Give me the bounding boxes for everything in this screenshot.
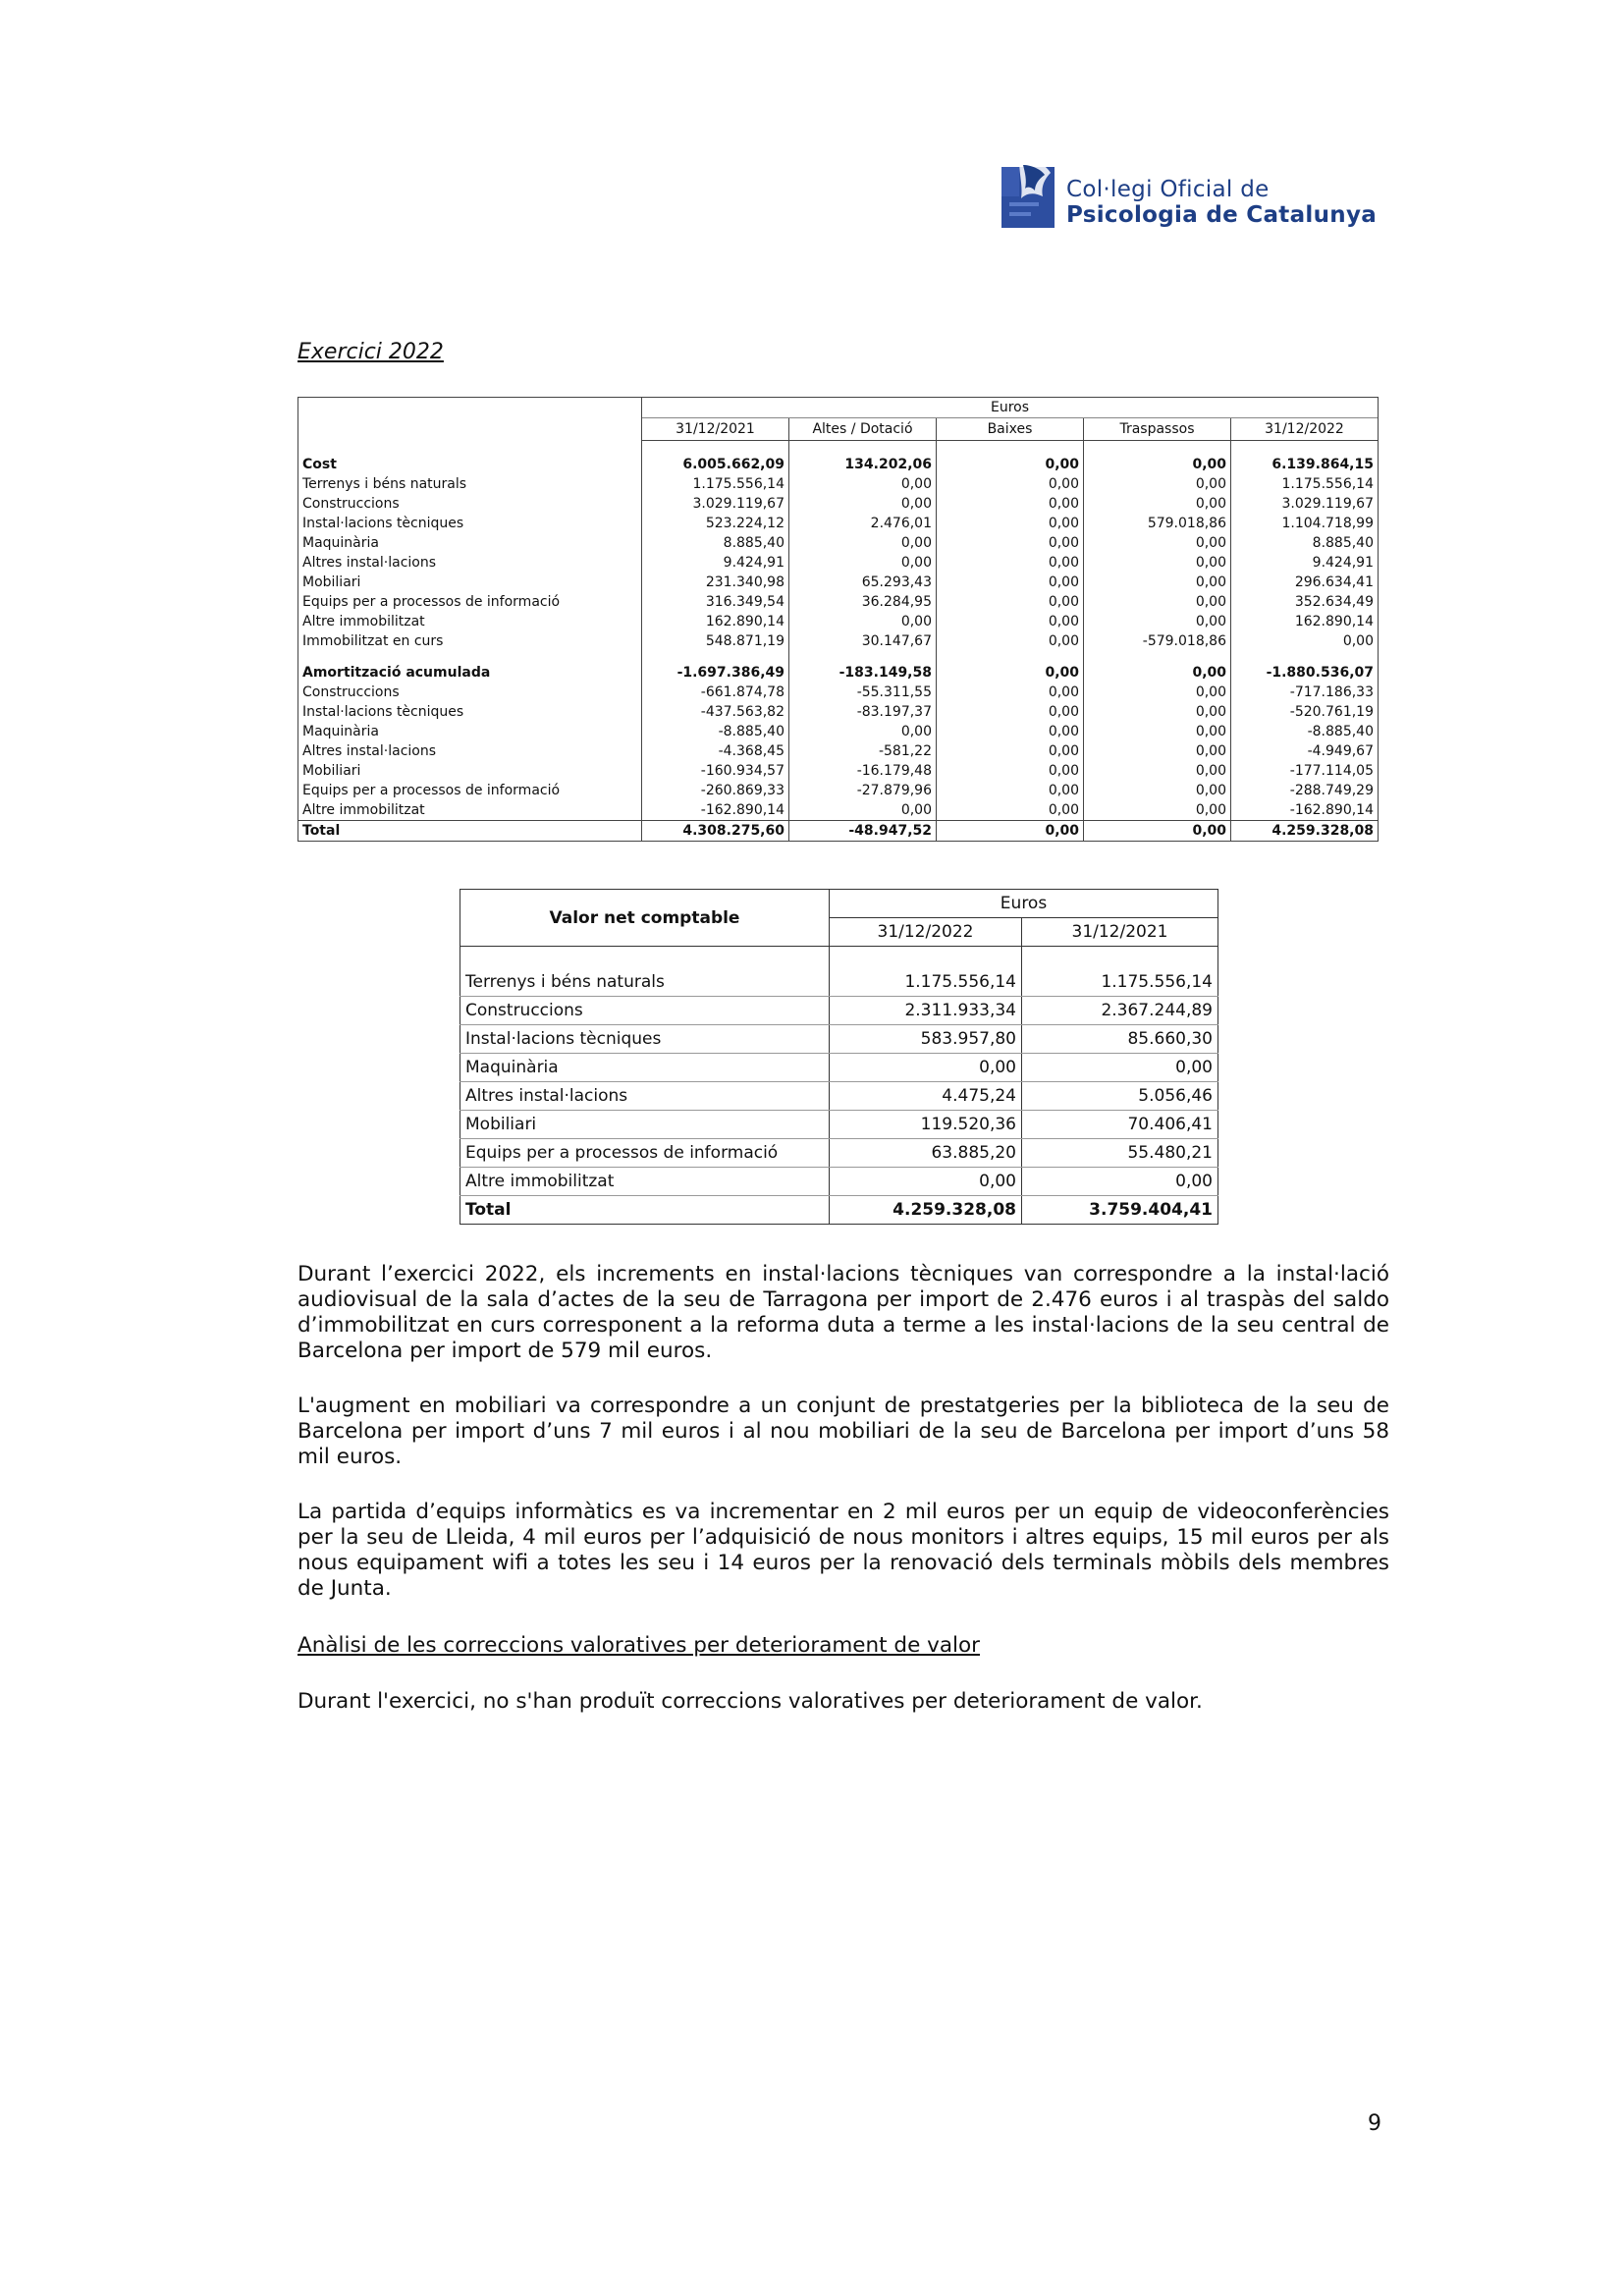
movements-cell: 3.029.119,67	[1231, 494, 1379, 514]
movements-unit-row	[298, 398, 1379, 418]
movements-row	[298, 474, 1379, 494]
movements-cell: 0,00	[937, 455, 1084, 474]
movements-row	[298, 663, 1379, 683]
movements-column-header: 31/12/2021	[642, 417, 789, 440]
movements-row	[298, 455, 1379, 474]
movements-cell: -177.114,05	[1231, 761, 1379, 781]
movements-header-blank	[298, 417, 642, 440]
movements-cell: 3.029.119,67	[642, 494, 789, 514]
net-value-cell: 70.406,41	[1022, 1111, 1218, 1139]
org-name	[1066, 177, 1377, 228]
net-value-row-label: Terrenys i béns naturals	[460, 968, 830, 997]
movements-cell: 0,00	[937, 514, 1084, 533]
movements-row-label: Cost	[298, 455, 642, 474]
movements-row-label: Equips per a processos de informació	[298, 781, 642, 800]
movements-row	[298, 553, 1379, 573]
movements-cell: -16.179,48	[789, 761, 937, 781]
movements-row-label: Construccions	[298, 683, 642, 702]
movements-row	[298, 573, 1379, 592]
movements-cell: 0,00	[937, 683, 1084, 702]
movements-cell: 548.871,19	[642, 631, 789, 651]
movements-row-label: Instal·lacions tècniques	[298, 514, 642, 533]
movements-column-header: Altes / Dotació	[789, 417, 937, 440]
movements-spacer-cell	[789, 651, 937, 663]
movements-unit: Euros	[642, 398, 1379, 418]
movements-cell: -48.947,52	[789, 820, 937, 841]
movements-cell: 0,00	[937, 800, 1084, 821]
movements-cell: 6.005.662,09	[642, 455, 789, 474]
movements-spacer-cell	[1084, 651, 1231, 663]
movements-cell: -1.697.386,49	[642, 663, 789, 683]
net-value-table	[460, 889, 1218, 1225]
movements-cell: -717.186,33	[1231, 683, 1379, 702]
movements-spacer-cell	[1231, 651, 1379, 663]
movements-cell: 8.885,40	[642, 533, 789, 553]
movements-cell: -8.885,40	[642, 722, 789, 741]
movements-cell: 30.147,67	[789, 631, 937, 651]
movements-row-label: Amortització acumulada	[298, 663, 642, 683]
org-name-line2: Psicologia de Catalunya	[1066, 202, 1378, 228]
net-value-row	[460, 1168, 1218, 1196]
net-value-cell: 1.175.556,14	[830, 968, 1022, 997]
net-value-row-label: Altre immobilitzat	[460, 1168, 830, 1196]
movements-cell: 1.175.556,14	[1231, 474, 1379, 494]
org-name-line1: Col·legi Oficial de	[1066, 177, 1270, 202]
movements-row	[298, 702, 1379, 722]
impairment-subheading: Anàlisi de les correccions valoratives per deteriorament de valor	[298, 1633, 981, 1658]
net-value-spacer-cell	[1022, 947, 1218, 969]
movements-cell: -83.197,37	[789, 702, 937, 722]
movements-row	[298, 820, 1379, 841]
net-value-row	[460, 1196, 1218, 1225]
movements-cell: 0,00	[789, 722, 937, 741]
movements-cell: 352.634,49	[1231, 592, 1379, 612]
movements-cell: 0,00	[789, 553, 937, 573]
movements-row	[298, 761, 1379, 781]
movements-row-label: Maquinària	[298, 722, 642, 741]
movements-cell: 36.284,95	[789, 592, 937, 612]
movements-cell: -661.874,78	[642, 683, 789, 702]
movements-cell: -183.149,58	[789, 663, 937, 683]
movements-cell: 1.175.556,14	[642, 474, 789, 494]
net-value-row	[460, 1054, 1218, 1082]
movements-row-label: Maquinària	[298, 533, 642, 553]
paragraph-impairment: Durant l'exercici, no s'han produït correccions valoratives per deteriorament de valor.	[298, 1689, 1203, 1714]
movements-cell: 0,00	[789, 474, 937, 494]
movements-cell: 316.349,54	[642, 592, 789, 612]
net-value-spacer-cell	[830, 947, 1022, 969]
movements-cell: 134.202,06	[789, 455, 937, 474]
movements-row	[298, 514, 1379, 533]
movements-row-label: Altres instal·lacions	[298, 741, 642, 761]
movements-column-header: 31/12/2022	[1231, 417, 1379, 440]
movements-cell: -520.761,19	[1231, 702, 1379, 722]
paragraph-it-equipment: La partida d’equips informàtics es va incrementar en 2 mil euros per un equip de videoconferències per la seu de Lleida, 4 mil euros per l’adquisició de nous monitors i altres equips, 15 mil euros per als nous equipament wifi a totes les seu i 14 euros per la renovació dels terminals mòbils dels membres de Junta.	[298, 1500, 1389, 1601]
movements-cell: 65.293,43	[789, 573, 937, 592]
movements-cell: 8.885,40	[1231, 533, 1379, 553]
movements-cell: -288.749,29	[1231, 781, 1379, 800]
movements-row	[298, 722, 1379, 741]
movements-row	[298, 592, 1379, 612]
movements-table	[298, 397, 1379, 842]
movements-row-label: Terrenys i béns naturals	[298, 474, 642, 494]
movements-cell: 2.476,01	[789, 514, 937, 533]
movements-spacer-cell	[937, 651, 1084, 663]
movements-cell: 0,00	[1084, 741, 1231, 761]
net-value-cell: 0,00	[1022, 1168, 1218, 1196]
movements-cell: 0,00	[937, 533, 1084, 553]
movements-cell: 0,00	[937, 612, 1084, 631]
page-number: 9	[1368, 2111, 1381, 2136]
movements-row	[298, 631, 1379, 651]
movements-row-label: Equips per a processos de informació	[298, 592, 642, 612]
movements-cell: -1.880.536,07	[1231, 663, 1379, 683]
net-value-spacer-cell	[460, 947, 830, 969]
movements-cell: 0,00	[937, 741, 1084, 761]
movements-cell: 0,00	[1084, 761, 1231, 781]
movements-cell: -162.890,14	[1231, 800, 1379, 821]
movements-spacer-cell	[937, 440, 1084, 455]
movements-cell: 523.224,12	[642, 514, 789, 533]
movements-row-label: Mobiliari	[298, 573, 642, 592]
net-value-cell: 2.367.244,89	[1022, 997, 1218, 1025]
net-value-unit: Euros	[830, 890, 1218, 918]
movements-spacer-row	[298, 440, 1379, 455]
net-value-cell: 0,00	[830, 1054, 1022, 1082]
movements-cell: 9.424,91	[1231, 553, 1379, 573]
movements-cell: -4.368,45	[642, 741, 789, 761]
movements-column-header: Baixes	[937, 417, 1084, 440]
movements-cell: 0,00	[1084, 533, 1231, 553]
paragraph-installations: Durant l’exercici 2022, els increments en instal·lacions tècniques van correspondre a la instal·lació audiovisual de la sala d’actes de la seu de Tarragona per import de 2.476 euros i al traspàs del saldo d’immobilitzat en curs corresponent a la reforma duta a terme a les instal·lacions de la seu central de Barcelona per import de 579 mil euros.	[298, 1262, 1389, 1363]
movements-cell: 0,00	[1084, 474, 1231, 494]
movements-cell: 0,00	[1084, 683, 1231, 702]
movements-cell: 296.634,41	[1231, 573, 1379, 592]
movements-cell: -581,22	[789, 741, 937, 761]
movements-cell: 0,00	[937, 820, 1084, 841]
movements-row	[298, 781, 1379, 800]
net-value-cell: 4.259.328,08	[830, 1196, 1022, 1225]
net-value-row-label: Mobiliari	[460, 1111, 830, 1139]
movements-row-label: Altre immobilitzat	[298, 800, 642, 821]
movements-cell: 6.139.864,15	[1231, 455, 1379, 474]
movements-row	[298, 800, 1379, 821]
movements-cell: -579.018,86	[1084, 631, 1231, 651]
movements-row-label: Total	[298, 820, 642, 841]
movements-cell: 0,00	[937, 494, 1084, 514]
movements-corner	[298, 398, 642, 418]
movements-spacer-cell	[298, 651, 642, 663]
movements-cell: 0,00	[937, 702, 1084, 722]
movements-spacer-row	[298, 651, 1379, 663]
org-logo	[1001, 157, 1394, 246]
net-value-cell: 3.759.404,41	[1022, 1196, 1218, 1225]
movements-cell: -55.311,55	[789, 683, 937, 702]
net-value-cell: 5.056,46	[1022, 1082, 1218, 1111]
movements-cell: 0,00	[937, 474, 1084, 494]
net-value-cell: 583.957,80	[830, 1025, 1022, 1054]
logo-mark-icon	[1001, 157, 1055, 228]
net-value-row-label: Altres instal·lacions	[460, 1082, 830, 1111]
movements-cell: 162.890,14	[1231, 612, 1379, 631]
movements-cell: -4.949,67	[1231, 741, 1379, 761]
net-value-row	[460, 1082, 1218, 1111]
movements-cell: 0,00	[1084, 455, 1231, 474]
movements-cell: 0,00	[1084, 663, 1231, 683]
movements-cell: 0,00	[789, 494, 937, 514]
movements-cell: -8.885,40	[1231, 722, 1379, 741]
net-value-row	[460, 1025, 1218, 1054]
movements-cell: 0,00	[1231, 631, 1379, 651]
movements-row-label: Construccions	[298, 494, 642, 514]
movements-cell: -162.890,14	[642, 800, 789, 821]
net-value-unit-row	[460, 890, 1218, 918]
movements-spacer-cell	[1084, 440, 1231, 455]
movements-cell: 0,00	[1084, 722, 1231, 741]
movements-cell: 231.340,98	[642, 573, 789, 592]
movements-row	[298, 494, 1379, 514]
movements-spacer-cell	[789, 440, 937, 455]
net-value-column-header: 31/12/2022	[830, 918, 1022, 947]
movements-cell: 0,00	[937, 553, 1084, 573]
movements-cell: 0,00	[1084, 820, 1231, 841]
movements-row	[298, 533, 1379, 553]
net-value-column-header: 31/12/2021	[1022, 918, 1218, 947]
movements-cell: 0,00	[789, 533, 937, 553]
movements-cell: 0,00	[937, 631, 1084, 651]
movements-row-label: Mobiliari	[298, 761, 642, 781]
movements-cell: 0,00	[937, 781, 1084, 800]
movements-cell: 0,00	[1084, 553, 1231, 573]
net-value-row	[460, 968, 1218, 997]
net-value-cell: 4.475,24	[830, 1082, 1022, 1111]
net-value-cell: 119.520,36	[830, 1111, 1022, 1139]
movements-cell: 0,00	[789, 612, 937, 631]
movements-row-label: Altre immobilitzat	[298, 612, 642, 631]
movements-cell: 0,00	[789, 800, 937, 821]
movements-spacer-cell	[642, 651, 789, 663]
movements-spacer-cell	[298, 440, 642, 455]
movements-row	[298, 683, 1379, 702]
net-value-row	[460, 1111, 1218, 1139]
movements-cell: 162.890,14	[642, 612, 789, 631]
net-value-row-label: Equips per a processos de informació	[460, 1139, 830, 1168]
movements-cell: -160.934,57	[642, 761, 789, 781]
movements-row-label: Instal·lacions tècniques	[298, 702, 642, 722]
movements-cell: 0,00	[1084, 800, 1231, 821]
net-value-spacer-row	[460, 947, 1218, 969]
net-value-cell: 0,00	[830, 1168, 1022, 1196]
movements-row-label: Altres instal·lacions	[298, 553, 642, 573]
movements-cell: 0,00	[937, 761, 1084, 781]
movements-cell: 0,00	[1084, 612, 1231, 631]
movements-cell: 0,00	[1084, 592, 1231, 612]
net-value-row-label: Instal·lacions tècniques	[460, 1025, 830, 1054]
net-value-row	[460, 1139, 1218, 1168]
net-value-cell: 55.480,21	[1022, 1139, 1218, 1168]
movements-cell: 0,00	[937, 663, 1084, 683]
movements-column-header: Traspassos	[1084, 417, 1231, 440]
net-value-row-label: Maquinària	[460, 1054, 830, 1082]
movements-cell: -260.869,33	[642, 781, 789, 800]
movements-cell: 0,00	[1084, 702, 1231, 722]
net-value-cell: 85.660,30	[1022, 1025, 1218, 1054]
movements-row	[298, 741, 1379, 761]
net-value-cell: 0,00	[1022, 1054, 1218, 1082]
movements-cell: 4.259.328,08	[1231, 820, 1379, 841]
movements-cell: 4.308.275,60	[642, 820, 789, 841]
movements-cell: -27.879,96	[789, 781, 937, 800]
movements-cell: -437.563,82	[642, 702, 789, 722]
movements-row	[298, 612, 1379, 631]
movements-cell: 0,00	[937, 592, 1084, 612]
movements-header-row	[298, 417, 1379, 440]
net-value-row	[460, 997, 1218, 1025]
movements-cell: 9.424,91	[642, 553, 789, 573]
movements-cell: 0,00	[937, 722, 1084, 741]
net-value-cell: 2.311.933,34	[830, 997, 1022, 1025]
movements-cell: 0,00	[1084, 573, 1231, 592]
net-value-row-label: Total	[460, 1196, 830, 1225]
movements-cell: 0,00	[937, 573, 1084, 592]
net-value-cell: 1.175.556,14	[1022, 968, 1218, 997]
paragraph-furniture: L'augment en mobiliari va correspondre a un conjunt de prestatgeries per la biblioteca de la seu de Barcelona per import d’uns 7 mil euros i al nou mobiliari de la seu de Barcelona per import d’uns 58 mil euros.	[298, 1394, 1389, 1469]
movements-cell: 0,00	[1084, 781, 1231, 800]
movements-spacer-cell	[1231, 440, 1379, 455]
movements-spacer-cell	[642, 440, 789, 455]
section-heading: Exercici 2022	[298, 340, 444, 364]
movements-cell: 579.018,86	[1084, 514, 1231, 533]
net-value-title: Valor net comptable	[460, 890, 830, 947]
net-value-row-label: Construccions	[460, 997, 830, 1025]
net-value-cell: 63.885,20	[830, 1139, 1022, 1168]
movements-cell: 0,00	[1084, 494, 1231, 514]
movements-cell: 1.104.718,99	[1231, 514, 1379, 533]
movements-row-label: Immobilitzat en curs	[298, 631, 642, 651]
